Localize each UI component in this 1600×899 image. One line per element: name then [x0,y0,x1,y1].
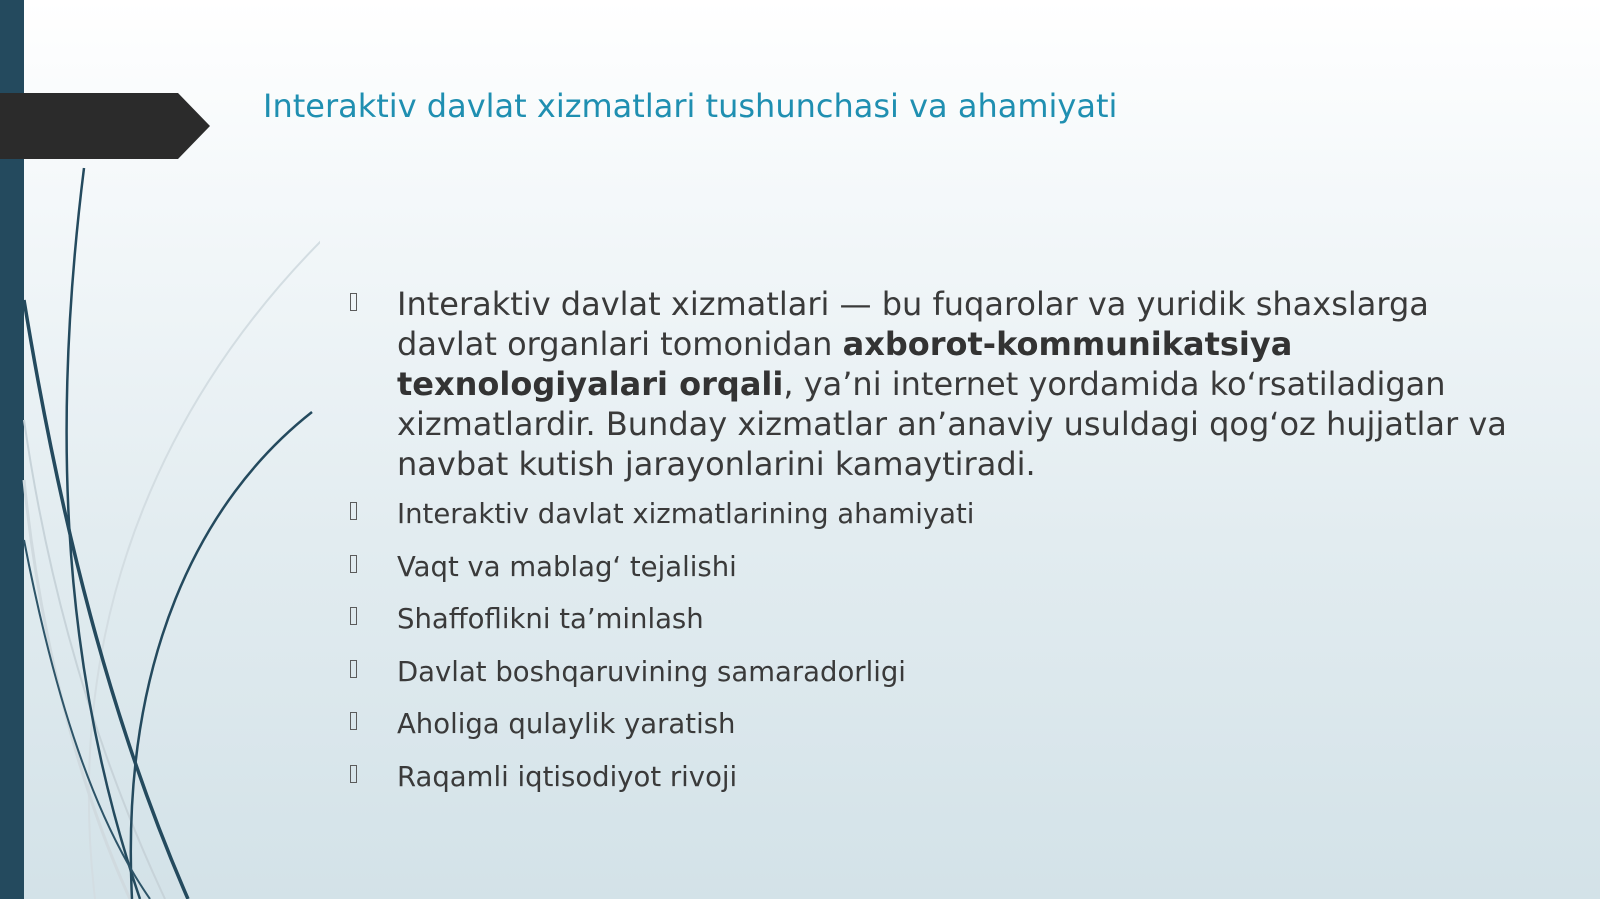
bullet-item [350,496,1460,532]
bullet-marker-icon [350,660,357,678]
bullet-text: Interaktiv davlat xizmatlarining ahamiyati [397,498,975,530]
definition-line-3 [397,364,1460,404]
bullet-item [350,601,1460,637]
bullet-item [350,759,1460,795]
decor-curve-dark-1 [67,168,140,899]
bullet-marker-icon [350,555,357,573]
bullet-marker-icon [350,607,357,625]
definition-bold-term-2: texnologiyalari orqali [397,365,784,403]
definition-line-4: xizmatlardir. Bunday xizmatlar an’anaviy usuldagi qog‘oz hujjatlar va [397,405,1507,443]
decor-curve-light-1 [89,232,320,899]
decor-curve-light-2 [24,420,165,899]
definition-line-1: Interaktiv davlat xizmatlari — bu fuqarolar va yuridik shaxslarga [397,285,1429,323]
decor-curve-dark-2 [24,300,188,899]
bullet-marker-icon [350,712,357,730]
bullet-definition [350,284,1507,484]
bullet-text: Aholiga qulaylik yaratish [397,708,736,740]
bullet-item [350,654,1460,690]
definition-bold-term-1: axborot-kommunikatsiya [842,325,1293,363]
bullet-marker-icon [350,765,357,783]
bullet-text: Shaffoflikni ta’minlash [397,603,704,635]
definition-line-3-text: , ya’ni internet yordamida ko‘rsatiladigan [783,365,1446,403]
definition-line-2-text: davlat organlari tomonidan [397,325,843,363]
bullet-list [350,284,1507,811]
slide-title: Interaktiv davlat xizmatlari tushunchasi va ahamiyati [263,87,1118,125]
bullet-marker-icon [350,293,357,311]
bullet-marker-icon [350,502,357,520]
definition-line-2 [397,324,1460,364]
bullet-item [350,706,1460,742]
definition-line-5: navbat kutish jarayonlarini kamaytiradi. [397,445,1036,483]
bullet-text: Davlat boshqaruvining samaradorligi [397,655,906,688]
bullet-text: Raqamli iqtisodiyot rivoji [397,760,738,793]
bullet-item [350,549,1460,585]
bullet-text: Vaqt va mablag‘ tejalishi [397,550,737,583]
title-tab-arrow [0,93,212,161]
